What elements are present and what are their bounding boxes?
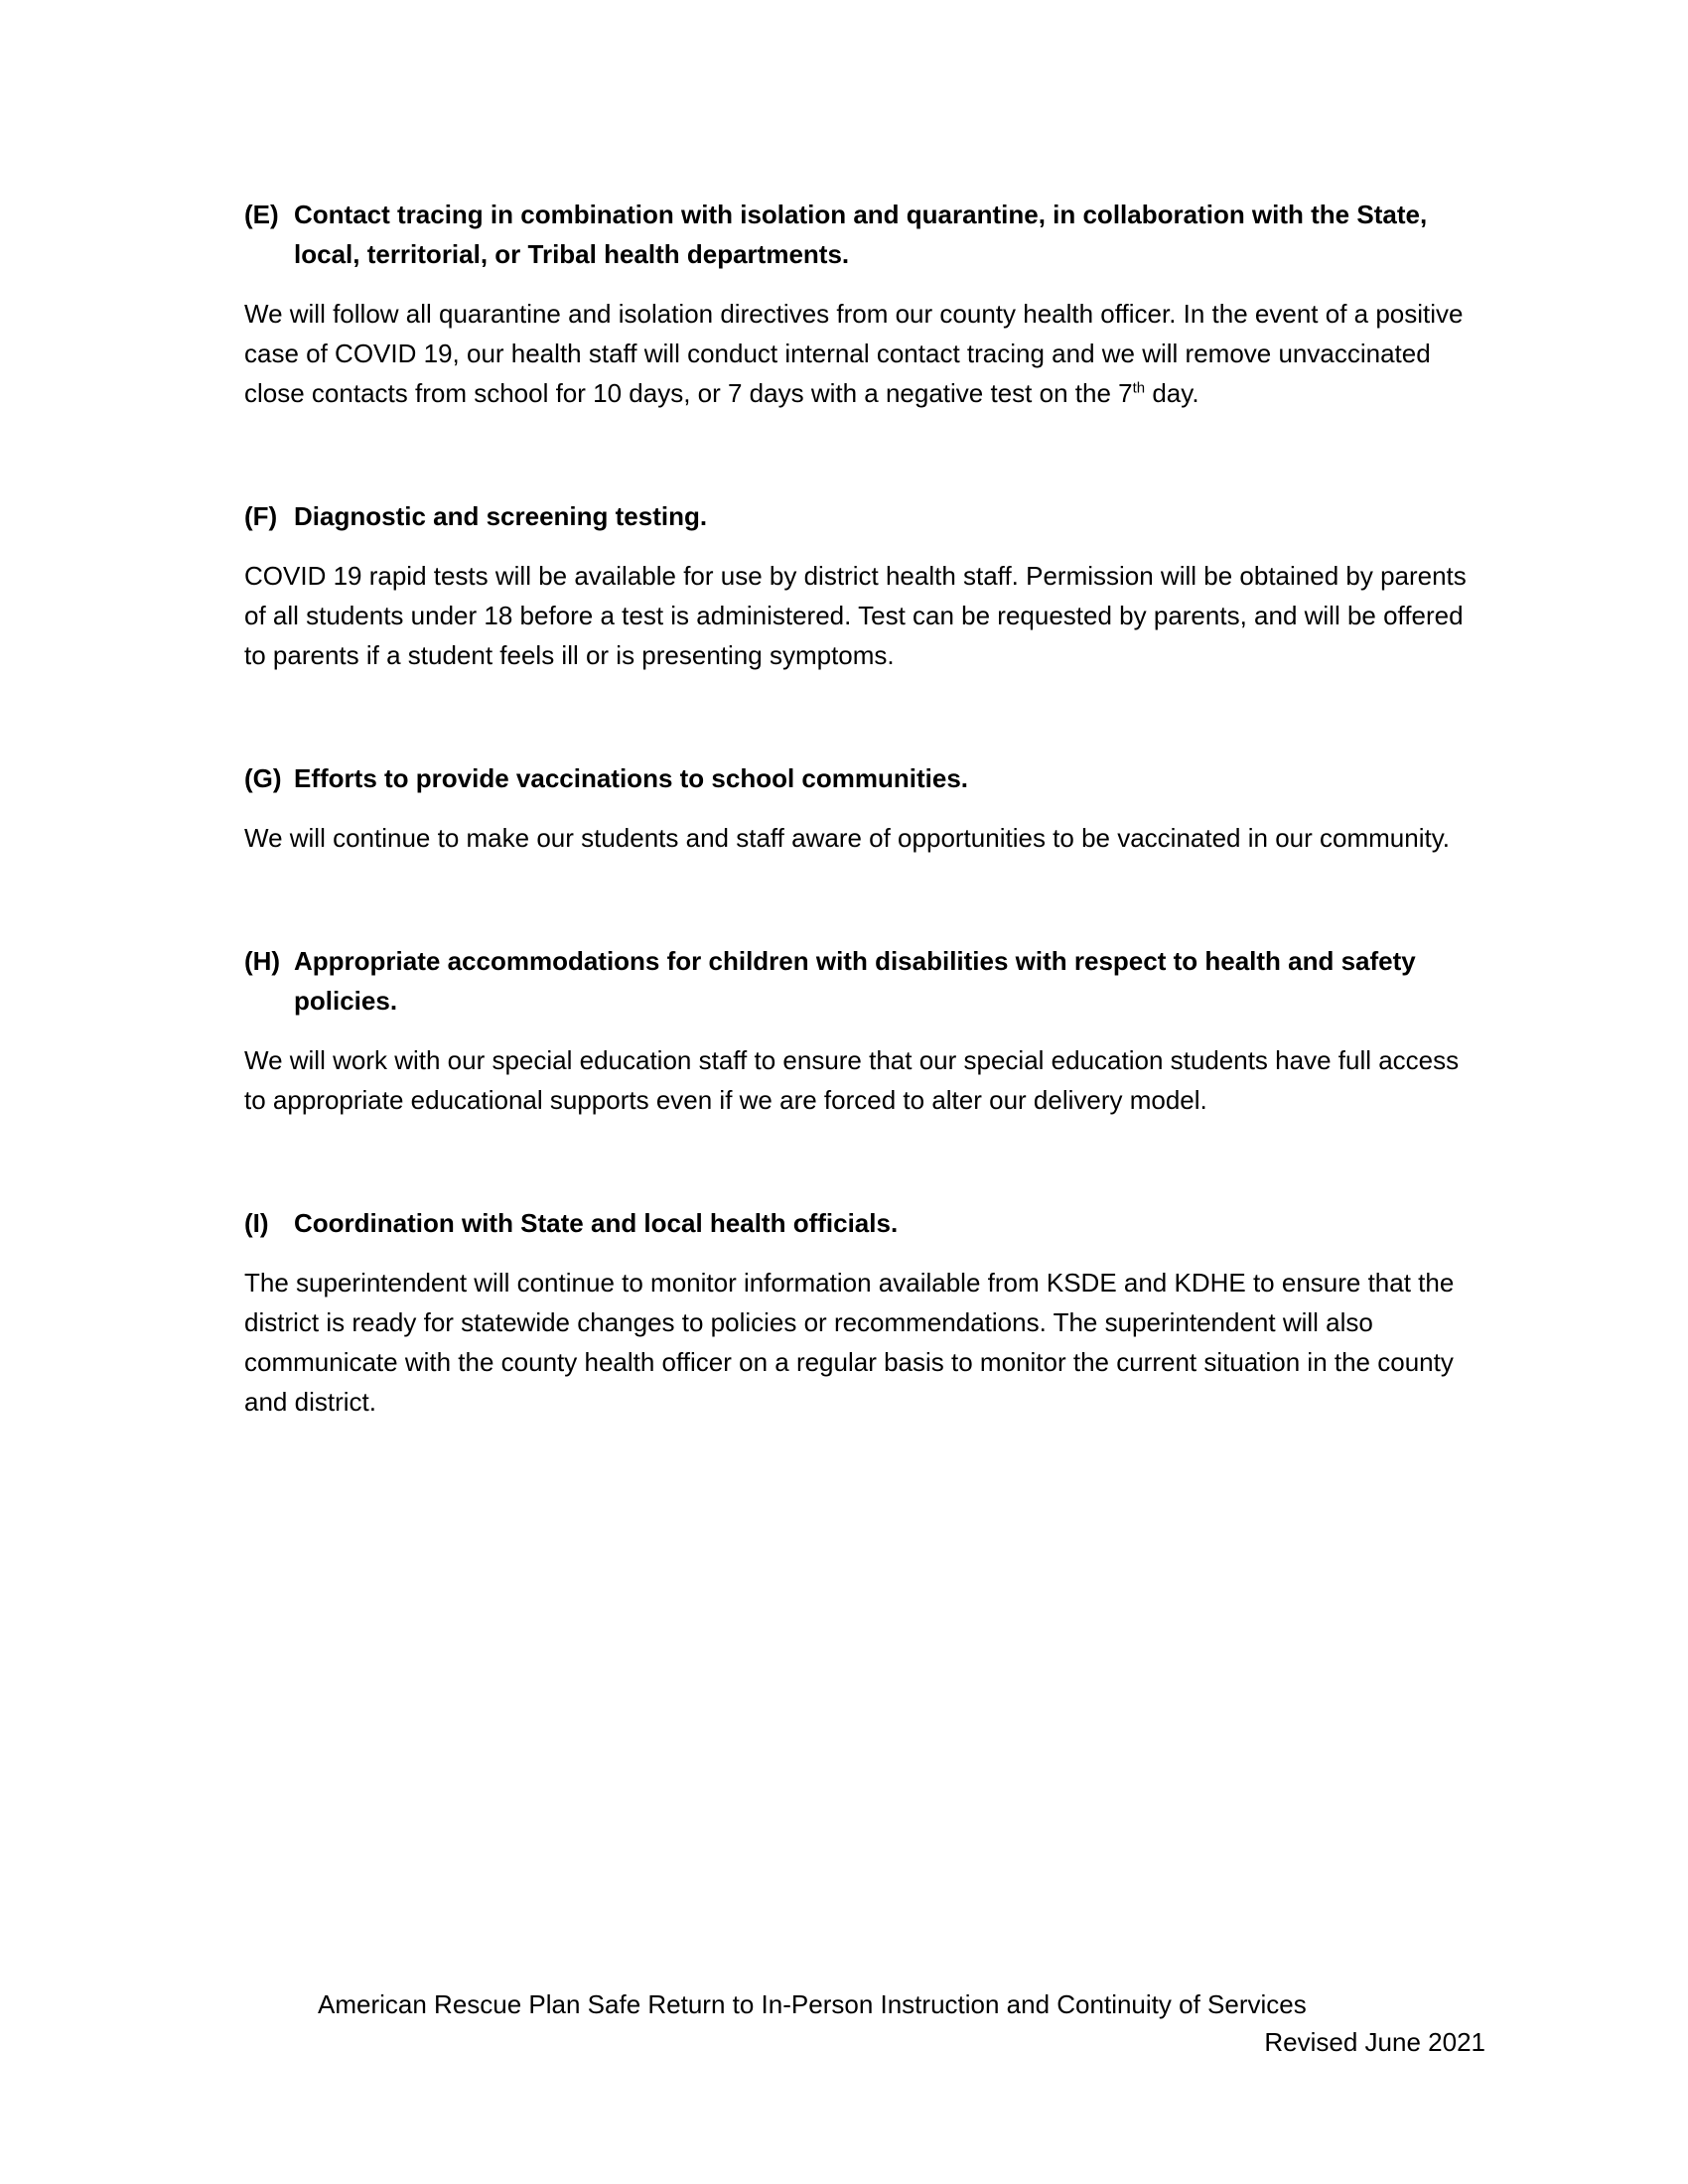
section-heading [244, 758, 1485, 798]
ordinal-suffix: th [1132, 379, 1146, 397]
section-f [244, 496, 1485, 675]
section-heading [244, 195, 1485, 274]
section-body: The superintendent will continue to monitor information available from KSDE and KDHE to ensure that the district is ready for statewide changes to policies or recommendations. The superintendent will also communicate with the county health officer on a regular basis to monitor the current situation in the county and district. [244, 1268, 1455, 1417]
section-title: Coordination with State and local health officials. [294, 1208, 899, 1238]
section-body: We will continue to make our students and staff aware of opportunities to be vaccinated in our community. [244, 823, 1450, 853]
section-title: Appropriate accommodations for children with disabilities with respect to health and safety policies. [294, 946, 1416, 1016]
section-letter: (I) [244, 1208, 269, 1238]
section-letter: (H) [244, 946, 281, 976]
section-title: Diagnostic and screening testing. [294, 501, 708, 531]
section-body-tail: day. [1145, 378, 1199, 408]
section-heading [244, 941, 1485, 1021]
section-title: Contact tracing in combination with isolation and quarantine, in collaboration with the State, local, territorial, or Tribal health departments. [294, 200, 1428, 269]
section-heading [244, 1203, 1485, 1243]
page-footer [244, 1985, 1485, 2061]
section-body [244, 294, 1485, 413]
section-title: Efforts to provide vaccinations to school communities. [294, 763, 968, 793]
section-body: COVID 19 rapid tests will be available for use by district health staff. Permission will be obtained by parents of all students under 18 before a test is administered. Test can be requested by parents, and will be offered to parents if a student feels ill or is presenting symptoms. [244, 561, 1467, 670]
section-i [244, 1203, 1485, 1422]
footer-title: American Rescue Plan Safe Return to In-Person Instruction and Continuity of Services [318, 1989, 1307, 2019]
section-heading [244, 496, 1485, 536]
section-h [244, 941, 1485, 1120]
section-body: We will work with our special education staff to ensure that our special education students have full access to appropriate educational supports even if we are forced to alter our delivery model. [244, 1045, 1460, 1115]
footer-revision: Revised June 2021 [1264, 2027, 1485, 2057]
document-content [244, 195, 1485, 1422]
section-body-main: We will follow all quarantine and isolation directives from our county health officer. In the event of a positive case of COVID 19, our health staff will conduct internal contact tracing and we will remove unvaccinated close contacts from school for 10 days, or 7 days with a negative test on the 7 [244, 299, 1464, 408]
section-letter: (G) [244, 763, 282, 793]
section-letter: (F) [244, 501, 278, 531]
section-letter: (E) [244, 200, 279, 229]
section-e [244, 195, 1485, 413]
section-g [244, 758, 1485, 858]
